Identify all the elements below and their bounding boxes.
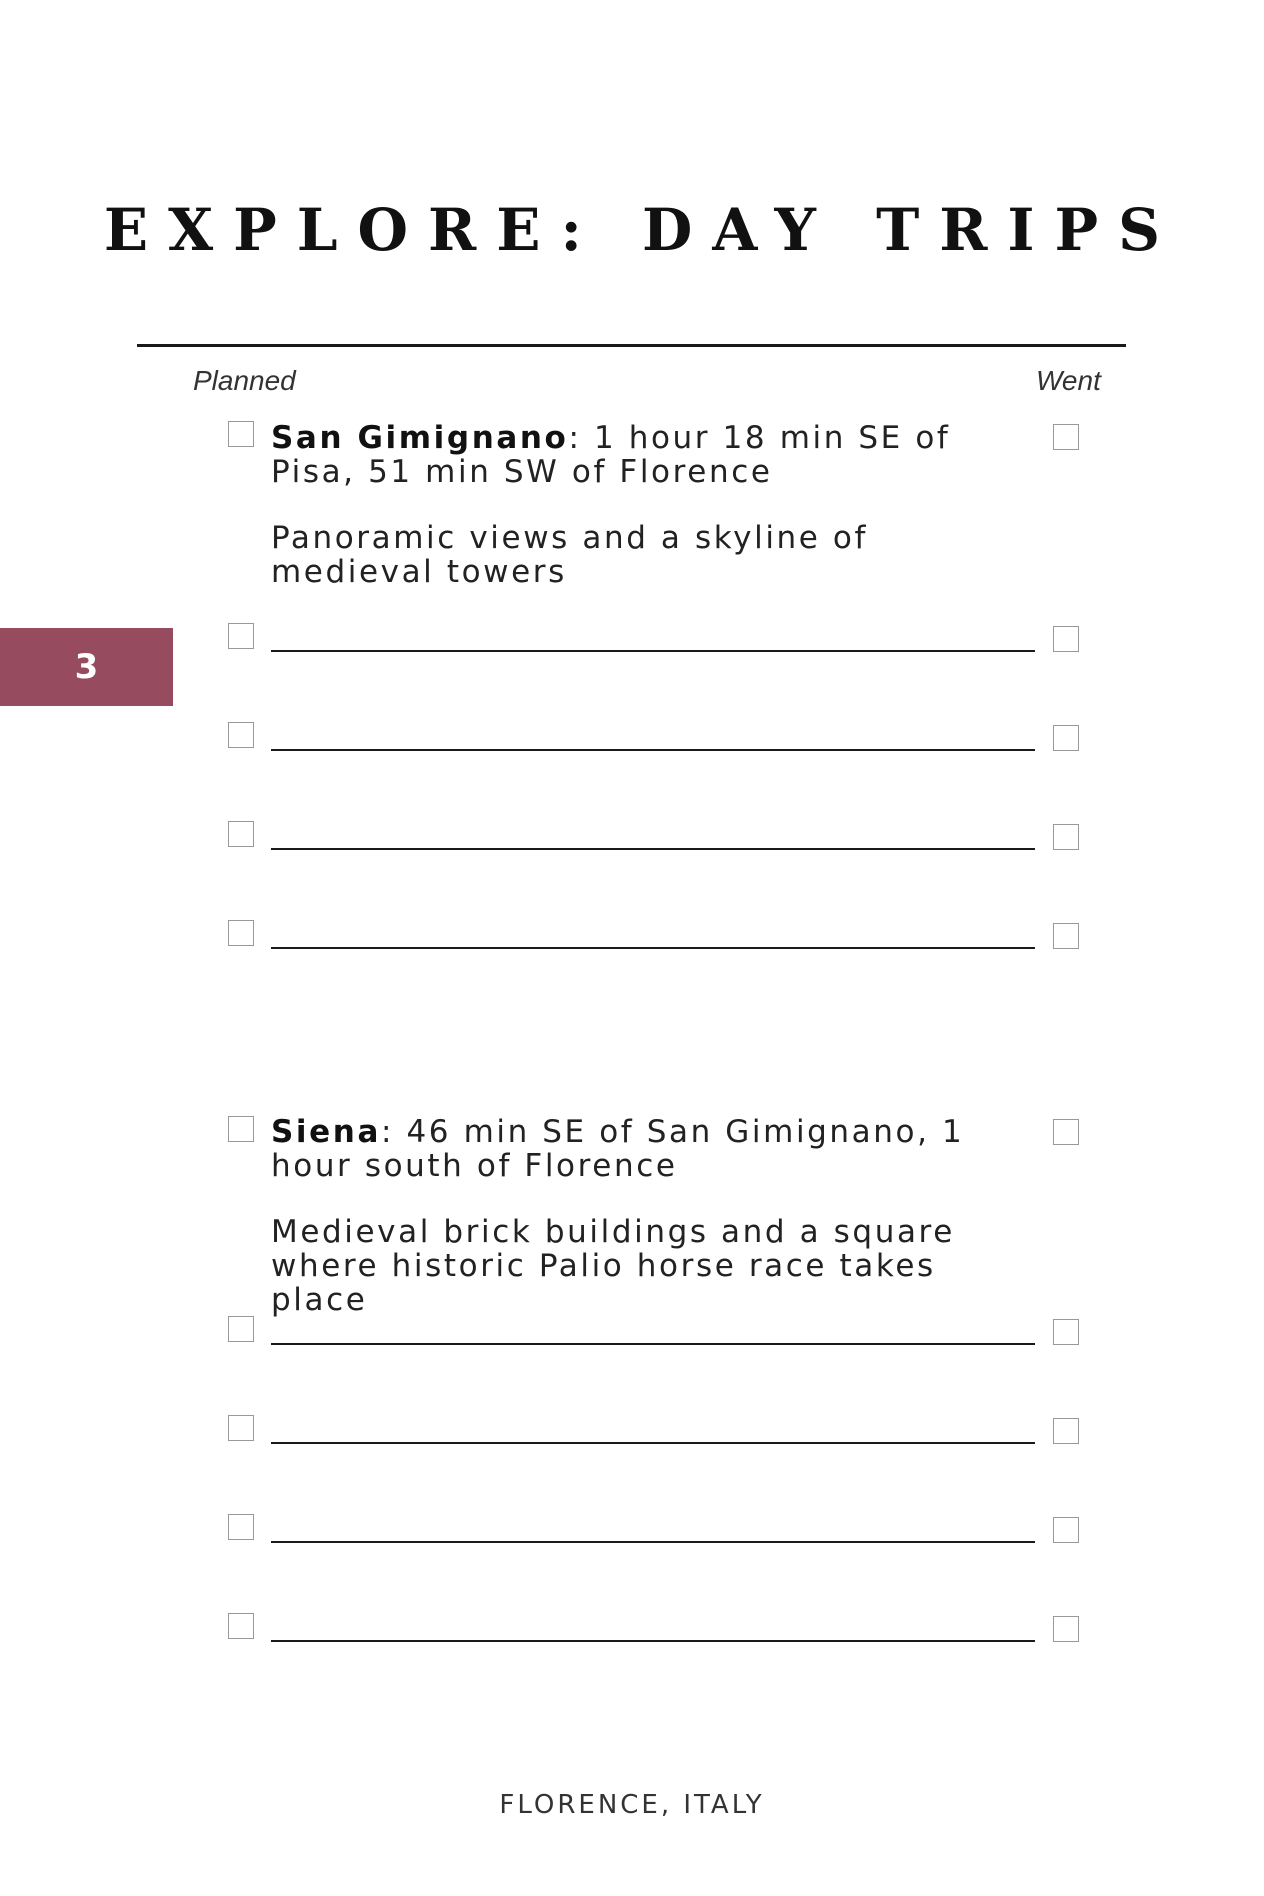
planned-checkbox[interactable] <box>228 1613 254 1639</box>
write-in-line[interactable] <box>271 749 1035 751</box>
planned-checkbox-san-gimignano[interactable] <box>228 421 254 447</box>
planned-checkbox[interactable] <box>228 1514 254 1540</box>
entry-san-gimignano <box>271 421 1041 589</box>
write-in-line[interactable] <box>271 848 1035 850</box>
planned-checkbox[interactable] <box>228 821 254 847</box>
entry-siena <box>271 1115 1041 1317</box>
went-checkbox[interactable] <box>1053 1319 1079 1345</box>
title-divider <box>137 344 1126 347</box>
write-in-line[interactable] <box>271 1640 1035 1642</box>
entry-heading <box>271 421 1041 489</box>
went-checkbox[interactable] <box>1053 1616 1079 1642</box>
planned-column-label: Planned <box>193 365 296 396</box>
page-title: EXPLORE: DAY TRIPS <box>103 196 1181 264</box>
planned-checkbox[interactable] <box>228 623 254 649</box>
went-checkbox-siena[interactable] <box>1053 1119 1079 1145</box>
write-in-line[interactable] <box>271 1442 1035 1444</box>
destination-name: Siena <box>271 1114 381 1150</box>
destination-description: Panoramic views and a skyline of medieval towers <box>271 520 869 590</box>
write-in-line[interactable] <box>271 1541 1035 1543</box>
went-column-label: Went <box>1036 365 1101 396</box>
write-in-line[interactable] <box>271 1343 1035 1345</box>
went-checkbox[interactable] <box>1053 626 1079 652</box>
planned-checkbox[interactable] <box>228 920 254 946</box>
destination-details: : 46 min SE of San Gimignano, 1 hour south of Florence <box>271 1114 965 1184</box>
went-checkbox[interactable] <box>1053 923 1079 949</box>
planned-checkbox[interactable] <box>228 1415 254 1441</box>
planned-checkbox-siena[interactable] <box>228 1116 254 1142</box>
planned-checkbox[interactable] <box>228 1316 254 1342</box>
went-checkbox[interactable] <box>1053 1517 1079 1543</box>
went-checkbox[interactable] <box>1053 725 1079 751</box>
went-checkbox[interactable] <box>1053 824 1079 850</box>
went-checkbox[interactable] <box>1053 1418 1079 1444</box>
entry-heading <box>271 1115 1041 1183</box>
write-in-line[interactable] <box>271 650 1035 652</box>
destination-description: Medieval brick buildings and a square where historic Palio horse race takes place <box>271 1214 955 1318</box>
went-checkbox-san-gimignano[interactable] <box>1053 424 1079 450</box>
destination-name: San Gimignano <box>271 420 569 456</box>
section-tab[interactable]: 3 <box>0 628 173 706</box>
write-in-line[interactable] <box>271 947 1035 949</box>
destination-details: : 1 hour 18 min SE of Pisa, 51 min SW of Florence <box>271 420 951 490</box>
page-footer: FLORENCE, ITALY <box>499 1790 765 1820</box>
planned-checkbox[interactable] <box>228 722 254 748</box>
